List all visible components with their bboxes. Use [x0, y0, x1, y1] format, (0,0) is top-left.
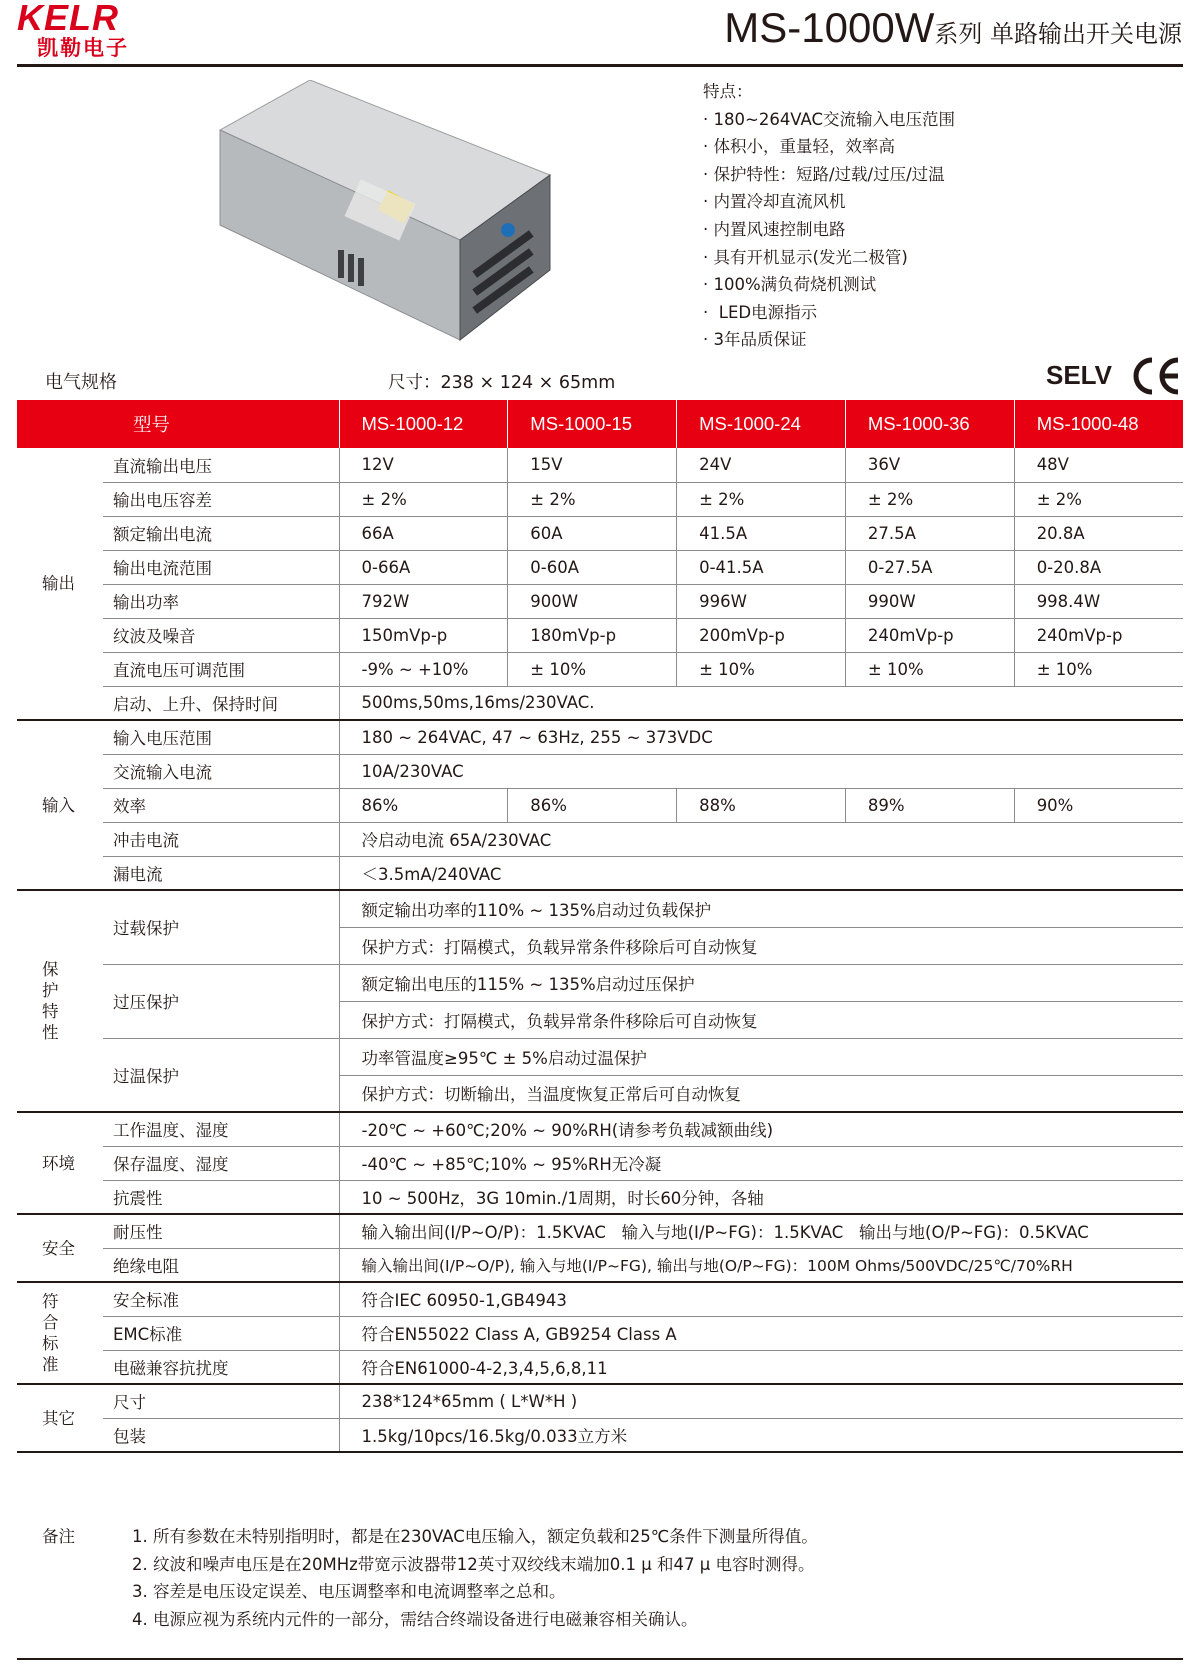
cell-value: ＜3.5mA/240VAC: [339, 856, 1183, 890]
cell-value: 功率管温度≥95℃ ± 5%启动过温保护: [339, 1038, 1183, 1075]
table-row: [17, 1112, 1183, 1146]
category-other: 其它: [17, 1384, 103, 1452]
cell-value: 200mVp-p: [677, 618, 846, 652]
cell-value: ± 2%: [508, 482, 677, 516]
cell-value: 990W: [845, 584, 1014, 618]
row-label: EMC标准: [103, 1316, 339, 1350]
table-row: [17, 890, 1183, 927]
cell-value: 240mVp-p: [1014, 618, 1183, 652]
cell-value: 24V: [677, 448, 846, 482]
row-label: 过温保护: [103, 1038, 339, 1112]
feature-item: · 100%满负荷烧机测试: [703, 271, 955, 299]
category-environment: 环境: [17, 1112, 103, 1214]
row-label: 抗震性: [103, 1180, 339, 1214]
features-title: 特点：: [703, 82, 753, 101]
cell-value: 符合EN61000-4-2,3,4,5,6,8,11: [339, 1350, 1183, 1384]
cell-value: 150mVp-p: [339, 618, 508, 652]
category-standards: 符合标准: [17, 1282, 103, 1384]
ce-mark-icon: [1132, 356, 1182, 396]
table-row: [17, 584, 1183, 618]
header-divider: [17, 64, 1183, 67]
footer-divider: [17, 1658, 1183, 1660]
table-row: [17, 1282, 1183, 1316]
cell-value: 180mVp-p: [508, 618, 677, 652]
cell-value: 86%: [339, 788, 508, 822]
row-label: 输出电压容差: [103, 482, 339, 516]
cell-value: ± 10%: [1014, 652, 1183, 686]
cell-value: 48V: [1014, 448, 1183, 482]
cell-value: ± 10%: [677, 652, 846, 686]
table-row: [17, 516, 1183, 550]
note-item: 1. 所有参数在未特别指明时，都是在230VAC电压输入，额定负载和25℃条件下测量所得值。: [132, 1527, 818, 1546]
cell-value: 90%: [1014, 788, 1183, 822]
cell-value: 额定输出电压的115% ~ 135%启动过压保护: [339, 964, 1183, 1001]
cell-value: -40℃ ~ +85℃;10% ~ 95%RH无冷凝: [339, 1146, 1183, 1180]
table-row: [17, 652, 1183, 686]
cell-value: 180 ~ 264VAC, 47 ~ 63Hz, 255 ~ 373VDC: [339, 720, 1183, 754]
table-row: [17, 822, 1183, 856]
cell-value: -9% ~ +10%: [339, 652, 508, 686]
table-row: [17, 686, 1183, 720]
feature-item: · 具有开机显示(发光二极管): [703, 244, 955, 272]
row-label: 电磁兼容抗扰度: [103, 1350, 339, 1384]
feature-item: · 内置风速控制电路: [703, 216, 955, 244]
cell-value: 输入输出间(I/P~O/P)：1.5KVAC 输入与地(I/P~FG)：1.5KVAC 输出与地(O/P~FG)：0.5KVAC: [339, 1214, 1183, 1248]
title-description: 系列 单路输出开关电源: [934, 20, 1182, 48]
cell-value: ± 2%: [677, 482, 846, 516]
cell-value: 41.5A: [677, 516, 846, 550]
cell-value: 500ms,50ms,16ms/230VAC.: [339, 686, 1183, 720]
row-label: 工作温度、湿度: [103, 1112, 339, 1146]
row-label: 过载保护: [103, 890, 339, 964]
cell-value: 88%: [677, 788, 846, 822]
row-label: 启动、上升、保持时间: [103, 686, 339, 720]
row-label: 直流输出电压: [103, 448, 339, 482]
size-label: 尺寸：238 × 124 × 65mm: [388, 373, 616, 393]
cell-value: 0-60A: [508, 550, 677, 584]
table-header-row: [17, 400, 1183, 448]
feature-item: · 体积小，重量轻，效率高: [703, 133, 955, 161]
row-label: 输出电流范围: [103, 550, 339, 584]
header-model: MS-1000-15: [508, 400, 677, 448]
category-input: 输入: [17, 720, 103, 890]
cell-value: ± 10%: [508, 652, 677, 686]
logo-chinese-text: 凯勒电子: [37, 36, 129, 60]
table-row: [17, 1316, 1183, 1350]
cell-value: 89%: [845, 788, 1014, 822]
cell-value: 0-66A: [339, 550, 508, 584]
feature-item: · 180~264VAC交流输入电压范围: [703, 106, 955, 134]
table-row: [17, 720, 1183, 754]
spec-table: [17, 400, 1183, 1453]
row-label: 交流输入电流: [103, 754, 339, 788]
cell-value: ± 10%: [845, 652, 1014, 686]
table-row: [17, 1350, 1183, 1384]
cell-value: 996W: [677, 584, 846, 618]
features-list: [703, 78, 955, 354]
row-label: 保存温度、湿度: [103, 1146, 339, 1180]
cell-value: 符合IEC 60950-1,GB4943: [339, 1282, 1183, 1316]
table-row: [17, 618, 1183, 652]
note-item: 3. 容差是电压设定误差、电压调整率和电流调整率之总和。: [132, 1582, 566, 1602]
cell-value: ± 2%: [1014, 482, 1183, 516]
cell-value: 0-41.5A: [677, 550, 846, 584]
header-cat-cell: [17, 400, 103, 448]
table-row: [17, 1214, 1183, 1248]
feature-item: · LED电源指示: [703, 299, 955, 327]
cell-value: ± 2%: [845, 482, 1014, 516]
cell-value: 15V: [508, 448, 677, 482]
header-model: MS-1000-36: [845, 400, 1014, 448]
header-model: MS-1000-12: [339, 400, 508, 448]
row-label: 冲击电流: [103, 822, 339, 856]
row-label: 输入电压范围: [103, 720, 339, 754]
table-row: [17, 482, 1183, 516]
cell-value: 保护方式：打隔模式，负载异常条件移除后可自动恢复: [339, 927, 1183, 964]
cell-value: 0-20.8A: [1014, 550, 1183, 584]
cell-value: 20.8A: [1014, 516, 1183, 550]
cell-value: 10 ~ 500Hz，3G 10min./1周期，时长60分钟，各轴: [339, 1180, 1183, 1214]
table-row: [17, 1180, 1183, 1214]
row-label: 纹波及噪音: [103, 618, 339, 652]
row-label: 绝缘电阻: [103, 1248, 339, 1282]
header-model: MS-1000-48: [1014, 400, 1183, 448]
header: [0, 0, 1200, 70]
notes-label: 备注: [42, 1527, 75, 1546]
cell-value: 998.4W: [1014, 584, 1183, 618]
category-safety: 安全: [17, 1214, 103, 1282]
table-row: [17, 754, 1183, 788]
cell-value: 输入输出间(I/P~O/P), 输入与地(I/P~FG), 输出与地(O/P~FG)：100M Ohms/500VDC/25℃/70%RH: [339, 1248, 1183, 1282]
title-model: MS-1000W: [724, 4, 935, 51]
page-title: [724, 4, 1182, 52]
power-supply-image: [210, 80, 555, 345]
row-label: 耐压性: [103, 1214, 339, 1248]
logo-text: KELR: [17, 0, 119, 38]
category-output: 输出: [17, 448, 103, 720]
table-row: [17, 448, 1183, 482]
row-label: 直流电压可调范围: [103, 652, 339, 686]
cell-value: 86%: [508, 788, 677, 822]
cell-value: 冷启动电流 65A/230VAC: [339, 822, 1183, 856]
row-label: 包装: [103, 1418, 339, 1452]
table-row: [17, 856, 1183, 890]
row-label: 额定输出电流: [103, 516, 339, 550]
cell-value: 保护方式：打隔模式，负载异常条件移除后可自动恢复: [339, 1001, 1183, 1038]
feature-item: · 内置冷却直流风机: [703, 188, 955, 216]
cell-value: ± 2%: [339, 482, 508, 516]
cell-value: -20℃ ~ +60℃;20% ~ 90%RH(请参考负载减额曲线): [339, 1112, 1183, 1146]
cell-value: 66A: [339, 516, 508, 550]
table-row: [17, 1384, 1183, 1418]
table-row: [17, 1038, 1183, 1075]
row-label: 尺寸: [103, 1384, 339, 1418]
cell-value: 符合EN55022 Class A, GB9254 Class A: [339, 1316, 1183, 1350]
note-item: 4. 电源应视为系统内元件的一部分，需结合终端设备进行电磁兼容相关确认。: [132, 1609, 698, 1629]
category-protection: 保护特性: [17, 890, 103, 1112]
row-label: 漏电流: [103, 856, 339, 890]
table-row: [17, 964, 1183, 1001]
row-label: 效率: [103, 788, 339, 822]
header-model-label: 型号: [103, 400, 339, 448]
spec-label: 电气规格: [45, 372, 117, 393]
brand-logo: [17, 0, 167, 60]
cell-value: 1.5kg/10pcs/16.5kg/0.033立方米: [339, 1418, 1183, 1452]
notes-list: [132, 1523, 818, 1633]
cell-value: 238*124*65mm ( L*W*H ): [339, 1384, 1183, 1418]
row-label: 输出功率: [103, 584, 339, 618]
cell-value: 27.5A: [845, 516, 1014, 550]
table-row: [17, 788, 1183, 822]
header-model: MS-1000-24: [677, 400, 846, 448]
table-row: [17, 1248, 1183, 1282]
cell-value: 12V: [339, 448, 508, 482]
cell-value: 额定输出功率的110% ~ 135%启动过负载保护: [339, 890, 1183, 927]
table-row: [17, 1146, 1183, 1180]
cell-value: 900W: [508, 584, 677, 618]
table-row: [17, 1418, 1183, 1452]
cell-value: 0-27.5A: [845, 550, 1014, 584]
row-label: 过压保护: [103, 964, 339, 1038]
cell-value: 60A: [508, 516, 677, 550]
cell-value: 792W: [339, 584, 508, 618]
selv-mark: SELV: [1046, 360, 1112, 390]
table-row: [17, 550, 1183, 584]
row-label: 安全标准: [103, 1282, 339, 1316]
cell-value: 36V: [845, 448, 1014, 482]
feature-item: · 保护特性：短路/过载/过压/过温: [703, 161, 955, 189]
cell-value: 10A/230VAC: [339, 754, 1183, 788]
feature-item: · 3年品质保证: [703, 326, 955, 354]
note-item: 2. 纹波和噪声电压是在20MHz带宽示波器带12英寸双绞线末端加0.1 μ 和47 μ 电容时测得。: [132, 1554, 815, 1574]
cell-value: 保护方式：切断输出，当温度恢复正常后可自动恢复: [339, 1075, 1183, 1112]
cell-value: 240mVp-p: [845, 618, 1014, 652]
